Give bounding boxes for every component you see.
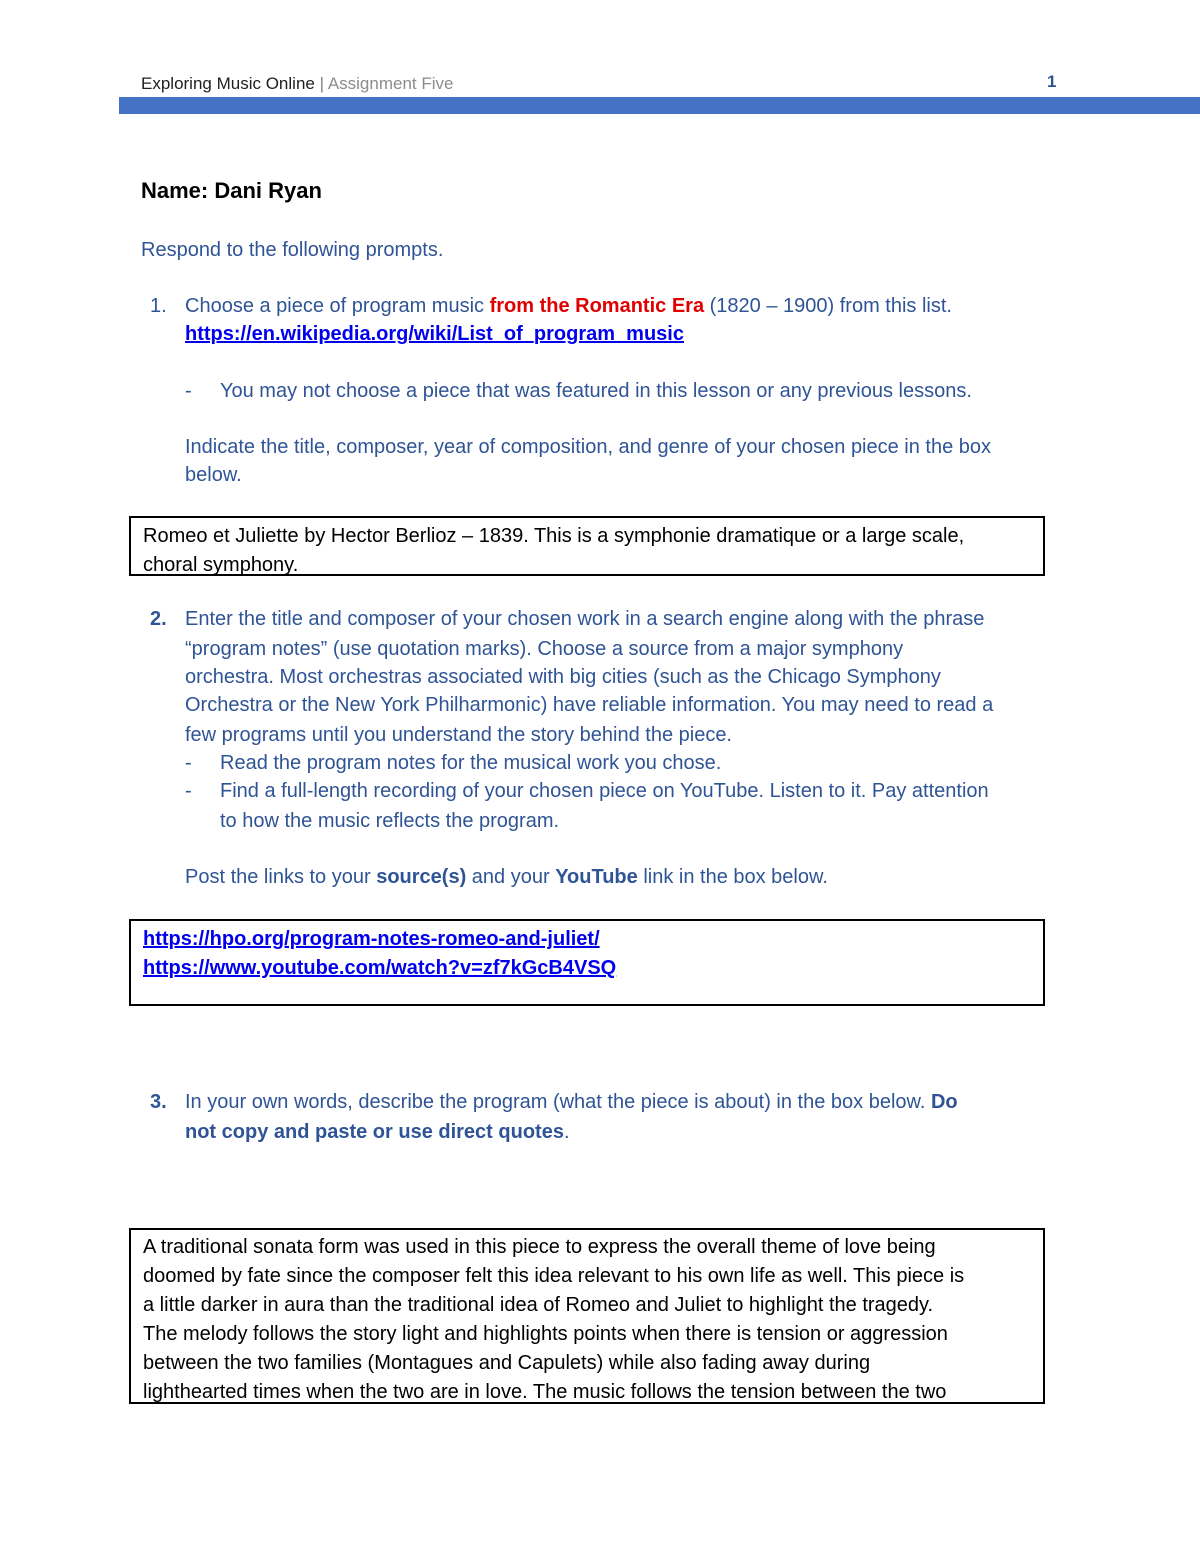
q2-post-pre: Post the links to your [185,866,377,888]
source-link[interactable]: https://hpo.org/program-notes-romeo-and-juliet/ [143,928,600,950]
q1-prompt-pre: Choose a piece of program music [185,295,490,317]
q1-answer-box[interactable] [129,516,1045,576]
student-name-line [141,178,322,204]
q2-bullet2-line2: to how the music reflects the program. [220,810,560,832]
q3-answer-box[interactable] [129,1228,1045,1404]
q2-prompt-line4: Orchestra or the New York Philharmonic) have reliable information. You may need to read a [185,694,994,716]
student-name: Dani Ryan [214,178,322,203]
q1-link-line [185,320,684,349]
intro-text: Respond to the following prompts. [141,239,444,261]
q1-answer-line2: choral symphony. [143,554,299,576]
q2-bullet1: Read the program notes for the musical work you chose. [220,752,722,774]
name-label: Name: [141,178,209,203]
q3-prompt-line2 [185,1118,570,1147]
q2-prompt-line3: orchestra. Most orchestras associated with big cities (such as the Chicago Symphony [185,666,941,688]
wikipedia-link[interactable]: https://en.wikipedia.org/wiki/List_of_program_music [185,323,684,345]
page-header [141,74,453,94]
q3-number: 3. [150,1091,167,1113]
header-rule [119,97,1200,114]
q1-prompt [185,292,952,321]
q1-answer-line1: Romeo et Juliette by Hector Berlioz – 1839. This is a symphonie dramatique or a large scale, [143,525,965,547]
q2-bullet2-line1: Find a full-length recording of your chosen piece on YouTube. Listen to it. Pay attention [220,780,989,802]
q2-prompt-line1: Enter the title and composer of your chosen work in a search engine along with the phrase [185,608,985,630]
q2-post-mid: and your [466,866,556,888]
q3-prompt-pre: In your own words, describe the program (what the piece is about) in the box below. [185,1091,931,1113]
q3-prompt-bold2: not copy and paste or use direct quotes [185,1121,564,1143]
q1-instruction-line1: Indicate the title, composer, year of composition, and genre of your chosen piece in the box [185,436,992,458]
q2-bullet1-dash: - [185,752,192,774]
q2-post-sources: source(s) [376,866,467,888]
q1-bullet: You may not choose a piece that was featured in this lesson or any previous lessons. [220,380,972,402]
q2-prompt-line2: “program notes” (use quotation marks). Choose a source from a major symphony [185,638,904,660]
q3-prompt-line1 [185,1088,958,1117]
q3-prompt-bold1: Do [930,1091,958,1113]
q1-prompt-post: (1820 – 1900) from this list. [704,295,952,317]
q1-bullet-dash: - [185,380,192,402]
q3-prompt-post: . [563,1121,570,1143]
q1-highlight: from the Romantic Era [489,295,705,317]
q2-number: 2. [150,608,167,630]
q3-answer-line2: doomed by fate since the composer felt this idea relevant to his own life as well. This piece is [143,1265,965,1287]
q3-answer-line3: a little darker in aura than the traditional idea of Romeo and Juliet to highlight the tragedy. [143,1294,934,1316]
q1-number: 1. [150,295,167,317]
q2-answer-box[interactable] [129,919,1045,1006]
q3-answer-line6: lighthearted times when the two are in love. The music follows the tension between the two [143,1381,947,1403]
q2-bullet2-dash: - [185,780,192,802]
q2-prompt-line5: few programs until you understand the story behind the piece. [185,724,732,746]
q3-answer-line5: between the two families (Montagues and Capulets) while also fading away during [143,1352,871,1374]
q2-post-youtube: YouTube [555,866,638,888]
q2-post-instruction [185,863,828,892]
q1-instruction-line2: below. [185,464,242,486]
q3-answer-line1: A traditional sonata form was used in this piece to express the overall theme of love being [143,1236,936,1258]
q3-answer-line4: The melody follows the story light and highlights points when there is tension or aggression [143,1323,948,1345]
q2-post-post: link in the box below. [637,866,828,888]
header-separator: | [319,74,325,93]
assignment-title: Assignment Five [327,74,454,93]
course-title: Exploring Music Online [141,74,315,93]
page-number: 1 [1047,72,1057,91]
youtube-link[interactable]: https://www.youtube.com/watch?v=zf7kGcB4VSQ [143,957,617,979]
